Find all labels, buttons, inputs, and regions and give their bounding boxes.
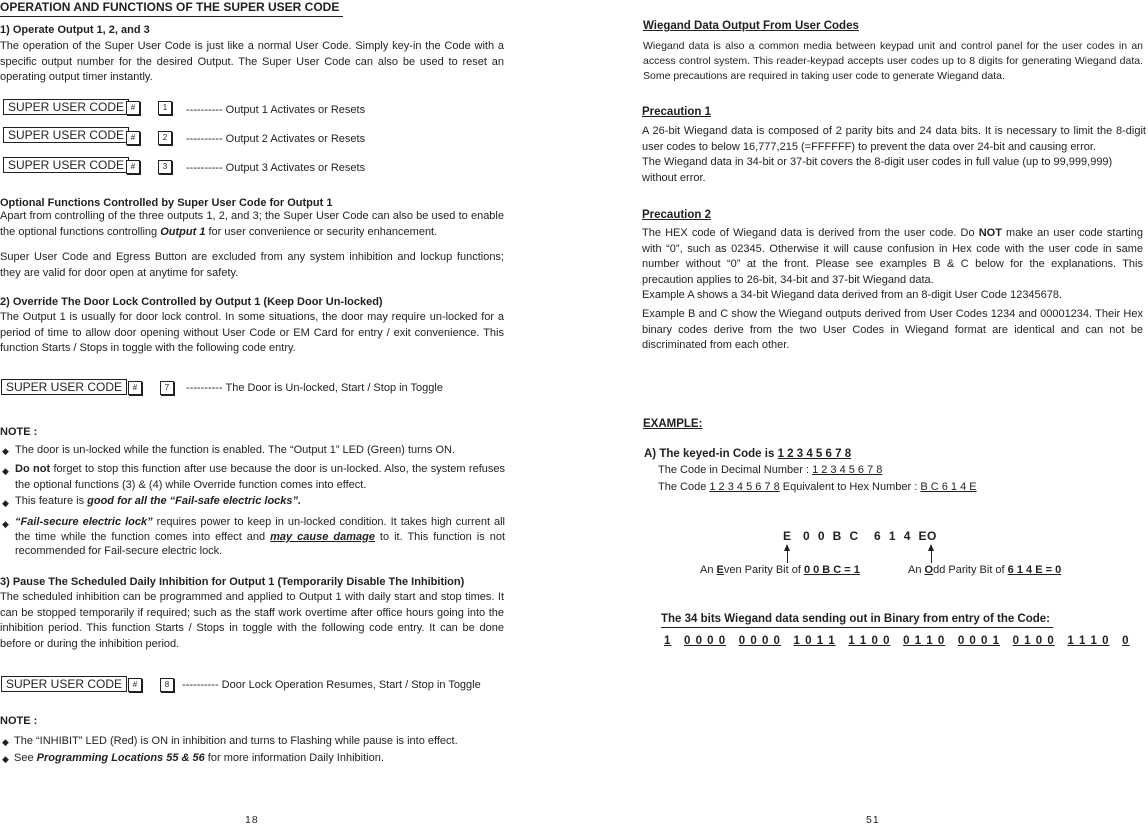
s3-paragraph: The scheduled inhibition can be programmed and applied to Output 1 with daily start and stop times. It can be stopped temporarily if required; such as the staff work overtime after office hours going into the inhibition period. This function Starts / Stops in toggle with the following code entry. It can be done before or during the inhibition period. [0, 591, 504, 650]
note-item: This feature is good for all the “Fail-safe electric locks”. [15, 495, 302, 507]
arrow-line [787, 550, 788, 563]
note-item: The “INHIBIT” LED (Red) is ON in inhibition and turns to Flashing while pause is into effect. [14, 735, 458, 747]
note-item: Do not forget to stop this function after use because the door is un-locked. Also, the system refuses the optional functions (3) & (4) while Override function comes into effect. [15, 463, 505, 491]
super-user-code-box: SUPER USER CODE [3, 99, 129, 115]
odd-parity-letter: O [927, 529, 937, 543]
wiegand-title: Wiegand Data Output From User Codes [643, 20, 859, 32]
wiegand-intro: Wiegand data is also a common media between keypad unit and control panel for the user codes in an access control system. This reader-keypad accepts user codes up to 8 digits for generating Wiegand data. Some precautions are required in taking user code to generate Wiegand data. [643, 40, 1143, 82]
binary-bits-row [664, 633, 1130, 649]
bit-group: 0 0 0 0 [738, 635, 781, 647]
example-a-heading: A) The keyed-in Code is 1 2 3 4 5 6 7 8 [644, 448, 852, 460]
precaution-2-paragraph: The HEX code of Wiegand data is derived from the user code. Do NOT make an user code starting with “0”, such as 02345. Otherwise it will cause confusion in Hex code with the user code in same number without “0” at the front. Please see examples B & C below for the explanations. This precaution applies to 26-bit, 34-bit and 37-bit Wiegand data. [642, 227, 1143, 286]
exclusion-paragraph: Super User Code and Egress Button are excluded from any system inhibition and lockup functions; they are valid for door open at anytime for safety. [0, 251, 504, 279]
page-number: 18 [245, 814, 259, 826]
digit-key: 2 [158, 131, 172, 145]
precaution-2-paragraph: Example A shows a 34-bit Wiegand data derived from an 8-digit User Code 12345678. [642, 289, 1063, 301]
note-label: NOTE : [0, 426, 38, 438]
hash-key: # [128, 678, 142, 692]
s1-heading: 1) Operate Output 1, 2, and 3 [0, 24, 150, 36]
bit-group: 1 1 1 0 [1067, 635, 1110, 647]
output-row-desc: ---------- Output 2 Activates or Resets [186, 133, 366, 145]
diamond-bullet-icon: ◆ [2, 498, 9, 508]
example-title: EXAMPLE: [643, 418, 703, 430]
arrow-line [931, 550, 932, 563]
output-row-desc: ---------- Door Lock Operation Resumes, Start / Stop in Toggle [182, 679, 481, 691]
precaution-2-paragraph: Example B and C show the Wiegand outputs derived from User Codes 1234 and 00001234. Their Hex binary codes derive from the two User Codes in Wiegand format are identical and can not be discriminated from each other. [642, 308, 1143, 352]
output-row-desc: ---------- Output 3 Activates or Resets [186, 162, 366, 174]
super-user-code-box: SUPER USER CODE [1, 379, 127, 395]
diamond-bullet-icon: ◆ [2, 737, 9, 747]
even-parity-label: An Even Parity Bit of 0 0 B C = 1 [700, 564, 860, 576]
hex-digits: 0 0 B C 6 1 4 E [803, 529, 928, 543]
diamond-bullet-icon: ◆ [2, 519, 9, 529]
bit-group: 0 [1122, 635, 1130, 647]
super-user-code-box: SUPER USER CODE [1, 676, 127, 692]
bit-group: 1 [664, 635, 672, 647]
hex-line: The Code 1 2 3 4 5 6 7 8 Equivalent to Hex Number : B C 6 1 4 E [658, 481, 977, 493]
page-number: 51 [866, 814, 880, 826]
optional-functions-paragraph: Apart from controlling of the three outputs 1, 2, and 3; the Super User Code can also be used to enable the optional functions controlling Output 1 for user convenience or security enhancement. [0, 210, 504, 238]
decimal-line: The Code in Decimal Number : 1 2 3 4 5 6 7 8 [658, 464, 883, 476]
note-item: “Fail-secure electric lock” requires power to keep in un-locked condition. It takes high current all the time while the function comes into effect and may cause damage to it. This function is not recommended for Fail-secure electric lock. [15, 516, 506, 558]
precaution-1-paragraph: A 26-bit Wiegand data is composed of 2 parity bits and 24 data bits. It is necessary to limit the 8-digit user codes to below 16,777,215 (=FFFFFF) to prevent the data over 24-bit and causing error. [642, 125, 1146, 153]
super-user-code-box: SUPER USER CODE [3, 157, 129, 173]
digit-key: 8 [160, 678, 174, 692]
hash-key: # [126, 160, 140, 174]
super-user-code-box: SUPER USER CODE [3, 127, 129, 143]
output-row-desc: ---------- Output 1 Activates or Resets [186, 104, 366, 116]
note-item: See Programming Locations 55 & 56 for more information Daily Inhibition. [14, 752, 384, 764]
s3-heading: 3) Pause The Scheduled Daily Inhibition for Output 1 (Temporarily Disable The Inhibition) [0, 576, 465, 588]
hash-key: # [128, 381, 142, 395]
precaution-2-title: Precaution 2 [642, 209, 712, 221]
odd-parity-label: An Odd Parity Bit of 6 1 4 E = 0 [908, 564, 1062, 576]
output-row-desc: ---------- The Door is Un-locked, Start / Stop in Toggle [186, 382, 443, 394]
diamond-bullet-icon: ◆ [2, 446, 9, 456]
precaution-1-paragraph: The Wiegand data in 34-bit or 37-bit covers the 8-digit user codes in full value (up to 99,999,999) without error. [642, 156, 1113, 184]
digit-key: 1 [158, 101, 172, 115]
s2-heading: 2) Override The Door Lock Controlled by Output 1 (Keep Door Un-locked) [0, 296, 383, 308]
optional-functions-heading: Optional Functions Controlled by Super User Code for Output 1 [0, 197, 333, 209]
bits-title: The 34 bits Wiegand data sending out in Binary from entry of the Code: [661, 611, 1053, 628]
bit-group: 1 0 1 1 [793, 635, 836, 647]
even-parity-letter: E [783, 529, 792, 543]
digit-key: 7 [160, 381, 174, 395]
diamond-bullet-icon: ◆ [2, 466, 9, 476]
s1-paragraph: The operation of the Super User Code is just like a normal User Code. Simply key-in the Code with a specific output number for the desired Output. The Super User Code can also be used to reset an operating output timer instantly. [0, 40, 504, 84]
bit-group: 1 1 0 0 [848, 635, 891, 647]
digit-key: 3 [158, 160, 172, 174]
bit-group: 0 1 0 0 [1012, 635, 1055, 647]
diamond-bullet-icon: ◆ [2, 754, 9, 764]
bit-group: 0 0 0 0 [684, 635, 727, 647]
s2-paragraph: The Output 1 is usually for door lock control. In some situations, the door may require un-locked for a period of time to allow door opening without User Code or EM Card for entry / exit convenience. This function Starts / Stops in toggle with the following code entry. [0, 311, 504, 355]
bit-group: 0 0 0 1 [957, 635, 1000, 647]
note-item: The door is un-locked while the function is enabled. The “Output 1” LED (Green) turns ON. [15, 444, 456, 456]
note-label: NOTE : [0, 715, 38, 727]
bit-group: 0 1 1 0 [903, 635, 946, 647]
precaution-1-title: Precaution 1 [642, 106, 712, 118]
left-title: OPERATION AND FUNCTIONS OF THE SUPER USER CODE [0, 0, 343, 17]
hash-key: # [126, 131, 140, 145]
hash-key: # [126, 101, 140, 115]
